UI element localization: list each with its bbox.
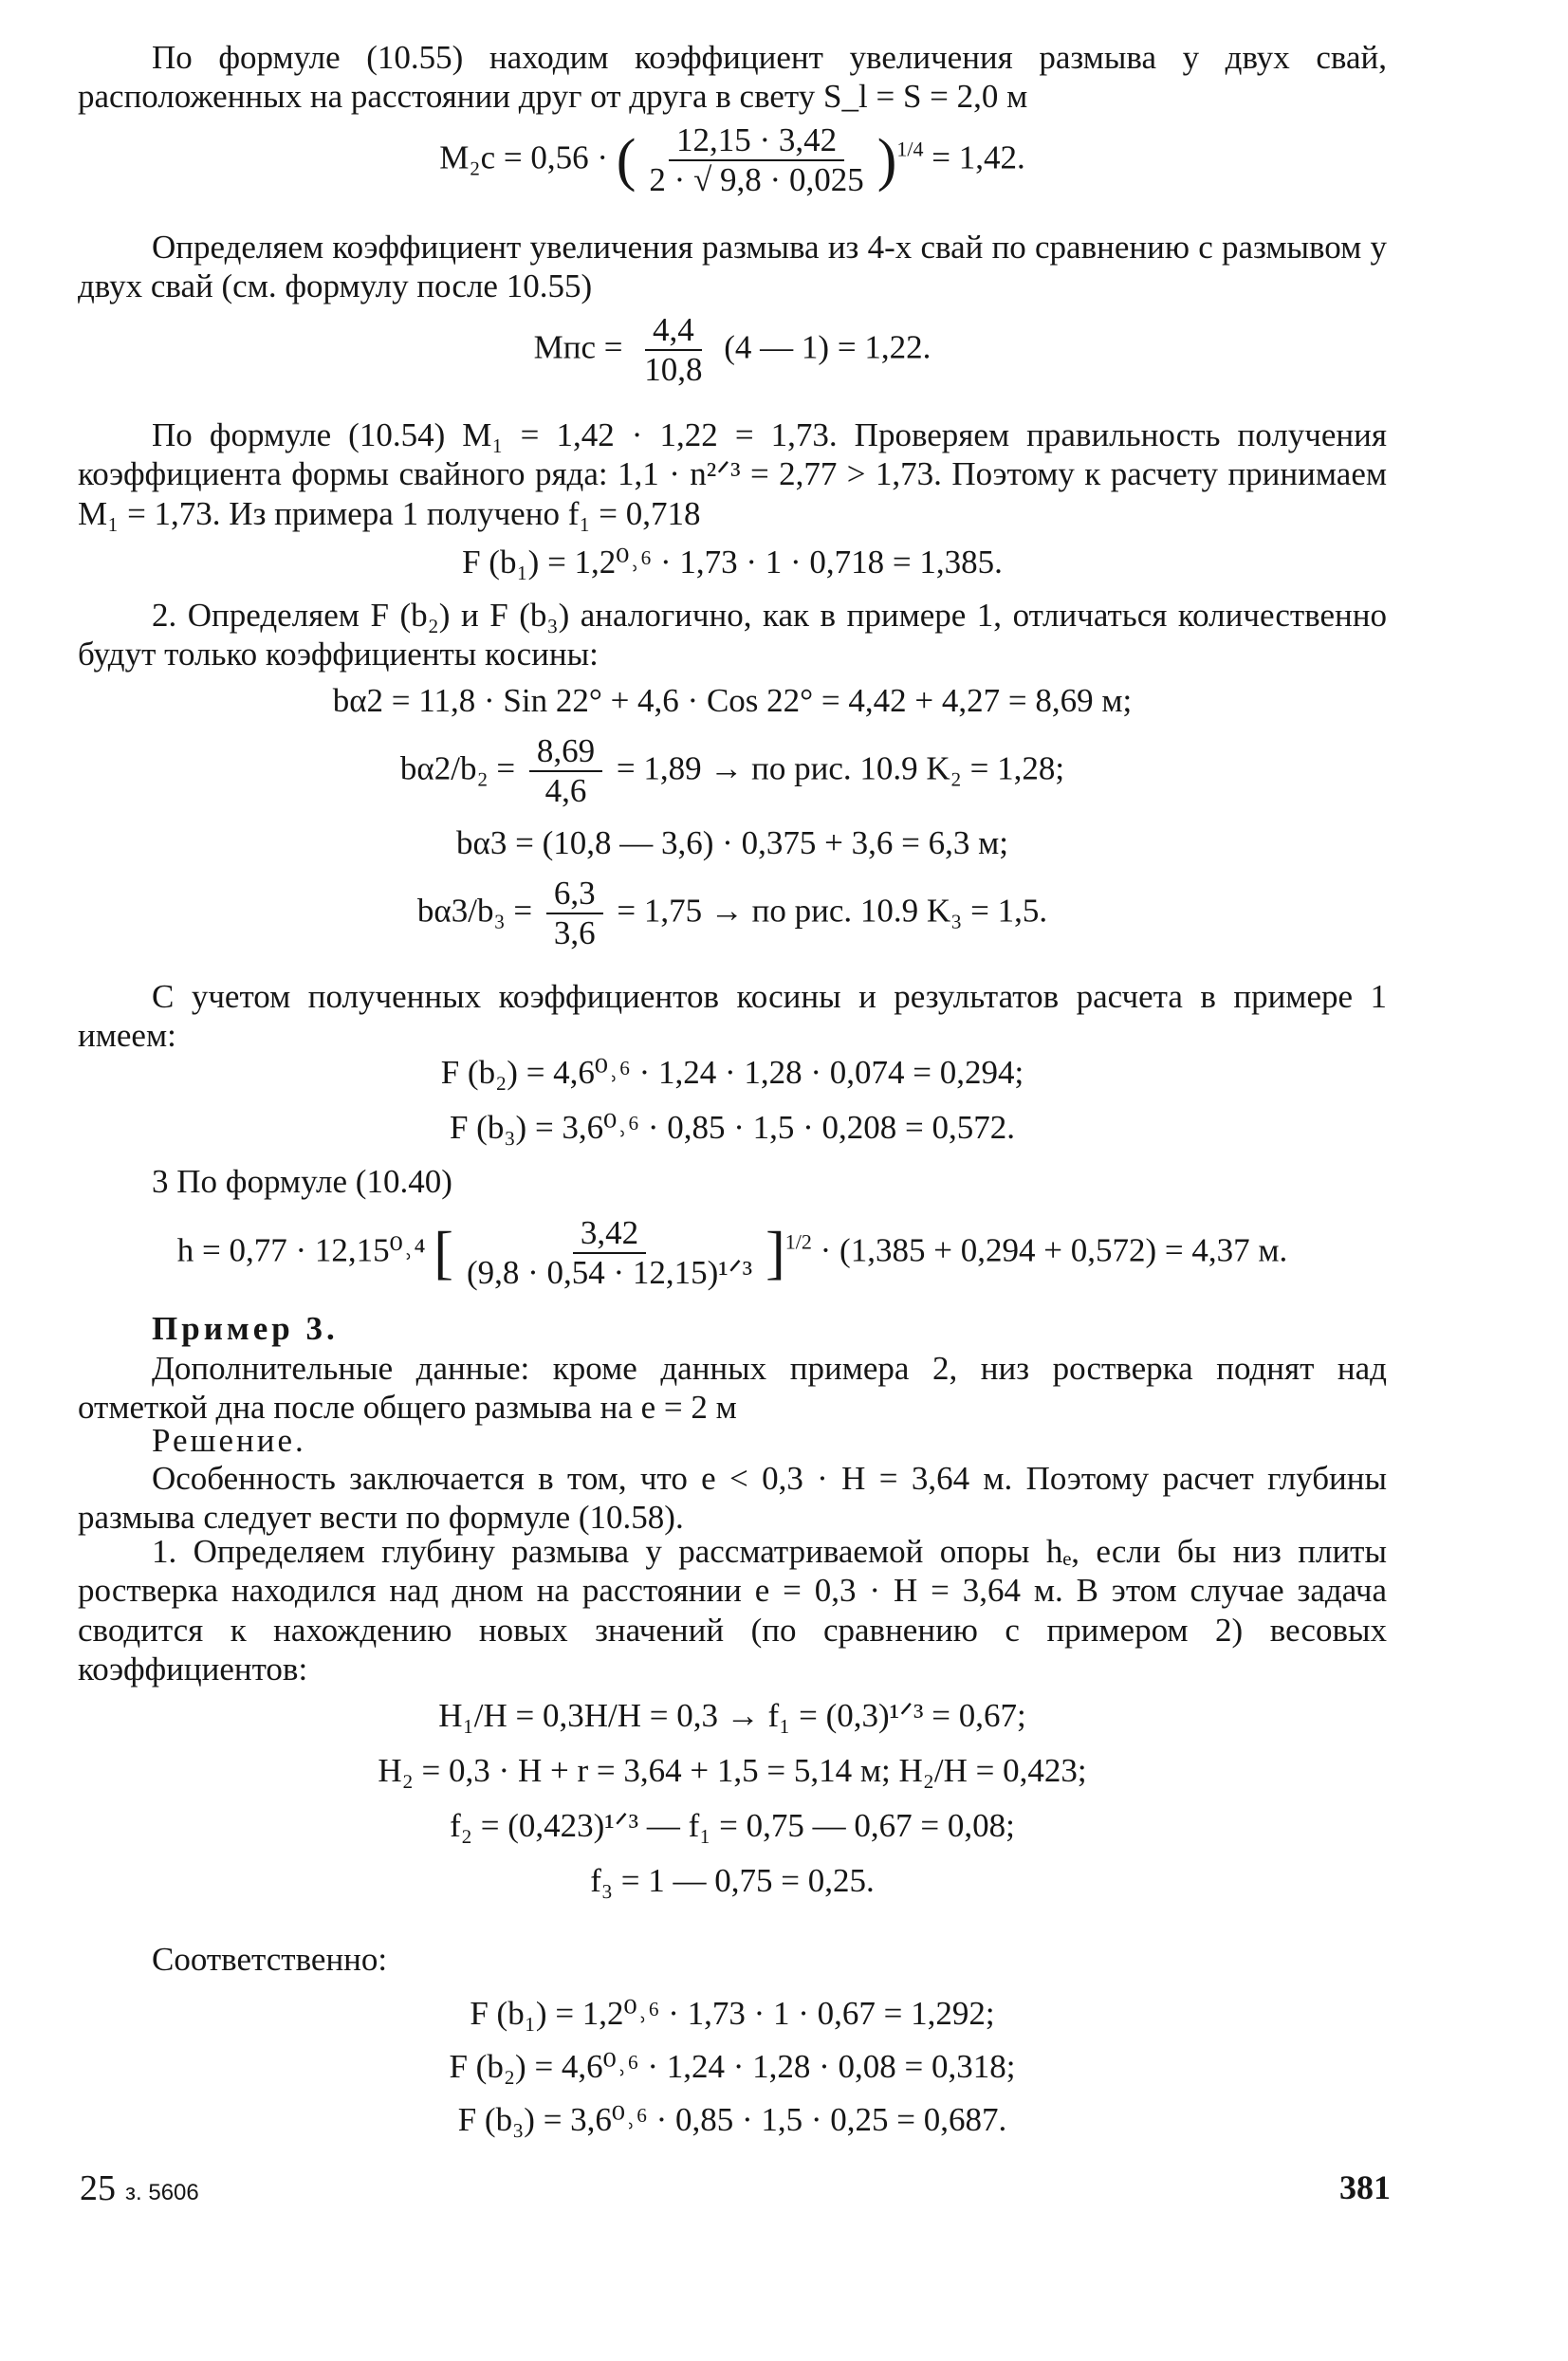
formula-m2c-fraction: $\frac{12,15 \cdot 3,42}{2 \cdot √ 9,8 \cdot 0,025}$ bbox=[649, 121, 864, 199]
formula-mnc-fraction: $\frac{4,4}{10,8}$ bbox=[644, 311, 703, 389]
paragraph-formula-10-55: По формуле (10.55) находим коэффициент увеличения размыва у двух свай, расположенных на расстоянии друг от друга в свету S_l = S = 2,0 м bbox=[78, 39, 1387, 116]
formula-f-b1: F (b₁) = 1,2⁰˒⁶ · 1,73 · 1 · 0,718 = 1,385. bbox=[462, 544, 1003, 581]
formula-f-b3-new: F (b₃) = 3,6⁰˒⁶ · 0,85 · 1,5 · 0,25 = 0,687. bbox=[457, 2101, 1007, 2138]
paragraph-skew-coefficients: С учетом полученных коэффициентов косины и результатов расчета в примере 1 имеем: bbox=[78, 978, 1387, 1055]
footer-order-number: з. 5606 bbox=[125, 2180, 199, 2205]
formula-f2: f₂ = (0,423)¹ᐟ³ — f₁ = 0,75 — 0,67 = 0,08; bbox=[450, 1807, 1015, 1844]
paragraph-feature: Особенность заключается в том, что e < 0,3 · H = 3,64 м. Поэтому расчет глубины размыва следует вести по формуле (10.58). bbox=[78, 1460, 1387, 1537]
paragraph-step-3: 3 По формуле (10.40) bbox=[152, 1163, 452, 1200]
footer-sheet-mark bbox=[80, 2167, 199, 2209]
paragraph-formula-10-54: По формуле (10.54) M₁ = 1,42 · 1,22 = 1,73. Проверяем правильность получения коэффициента формы свайного ряда: 1,1 · n²ᐟ³ = 2,77 > 1,73. Поэтому к расчету принимаем M₁ = 1,73. Из примера 1 получено f₁ = 0,718 bbox=[78, 416, 1387, 532]
formula-b-alpha3: bα3 = (10,8 — 3,6) · 0,375 + 3,6 = 6,3 м; bbox=[456, 824, 1008, 861]
formula-h1-ratio: H₁/H = 0,3H/H = 0,3 → f₁ = (0,3)¹ᐟ³ = 0,67; bbox=[438, 1697, 1026, 1734]
formula-b-alpha2: bα2 = 11,8 · Sin 22° + 4,6 · Cos 22° = 4,42 + 4,27 = 8,69 м; bbox=[332, 682, 1133, 719]
formula-b-alpha3-ratio: bα3/b₃ = $\frac{6,3}{3,6}$ = 1,75 → по рис. 10.9 K₃ = 1,5. bbox=[416, 875, 1048, 952]
heading-solution: Решение. bbox=[152, 1422, 306, 1459]
paragraph-step-1: 1. Определяем глубину размыва у рассматриваемой опоры hₑ, если бы низ плиты ростверка находился над дном на расстоянии e = 0,3 · H = 3,64 м. В этом случае задача сводится к нахождению новых значений (по сравнению с примером 2) весовых коэффициентов: bbox=[78, 1533, 1387, 1688]
formula-b-alpha2-ratio: bα2/b₂ = $\frac{8,69}{4,6}$ = 1,89 → по рис. 10.9 K₂ = 1,28; bbox=[399, 732, 1065, 810]
heading-example-3: Пример 3. bbox=[152, 1310, 339, 1347]
formula-f-b2-new: F (b₂) = 4,6⁰˒⁶ · 1,24 · 1,28 · 0,08 = 0,318; bbox=[449, 2048, 1016, 2085]
formula-f3: f₃ = 1 — 0,75 = 0,25. bbox=[590, 1862, 875, 1899]
paragraph-additional-data: Дополнительные данные: кроме данных примера 2, низ ростверка поднят над отметкой дна после общего размыва на e = 2 м bbox=[78, 1350, 1387, 1427]
formula-h: h = 0,77 · 12,15⁰˒⁴ [ $\frac{3,42}{\text{(9,8 · 0,54 · 12,15)¹ᐟ³}}$ ]$^{1/2}$ · (1,385 + 0,294 + 0,572) = 4,37 м. bbox=[176, 1214, 1288, 1292]
paragraph-accordingly: Соответственно: bbox=[152, 1941, 388, 1978]
formula-m2c-exponent: 1/4 bbox=[896, 137, 924, 161]
formula-f-b3: F (b₃) = 3,6⁰˒⁶ · 0,85 · 1,5 · 0,208 = 0,572. bbox=[449, 1109, 1016, 1146]
formula-m2c: M₂c = 0,56 · ( $\frac{12,15 \cdot 3,42}{2 \cdot √ 9,8 \cdot 0,025}$ )$^{1/4}$ = 1,42. bbox=[439, 121, 1025, 199]
page-number: 381 bbox=[1339, 2168, 1391, 2206]
paragraph-coefficient-four-piles: Определяем коэффициент увеличения размыва из 4-х свай по сравнению с размывом у двух свай (см. формулу после 10.55) bbox=[78, 229, 1387, 305]
paragraph-step-2: 2. Определяем F (b₂) и F (b₃) аналогично, как в примере 1, отличаться количественно будут только коэффициенты косины: bbox=[78, 597, 1387, 673]
formula-m2c-lhs: M₂c = 0,56 · bbox=[439, 138, 609, 176]
formula-h2: H₂ = 0,3 · H + r = 3,64 + 1,5 = 5,14 м; H₂/H = 0,423; bbox=[378, 1752, 1087, 1789]
formula-m2c-rhs: = 1,42. bbox=[932, 138, 1025, 176]
footer-sheet-number: 25 bbox=[80, 2168, 116, 2208]
formula-f-b2: F (b₂) = 4,6⁰˒⁶ · 1,24 · 1,28 · 0,074 = 0,294; bbox=[440, 1054, 1024, 1091]
formula-mnc: Mпс = $\frac{4,4}{10,8}$ (4 — 1) = 1,22. bbox=[533, 311, 932, 389]
formula-f-b1-new: F (b₁) = 1,2⁰˒⁶ · 1,73 · 1 · 0,67 = 1,292; bbox=[470, 1995, 995, 2032]
